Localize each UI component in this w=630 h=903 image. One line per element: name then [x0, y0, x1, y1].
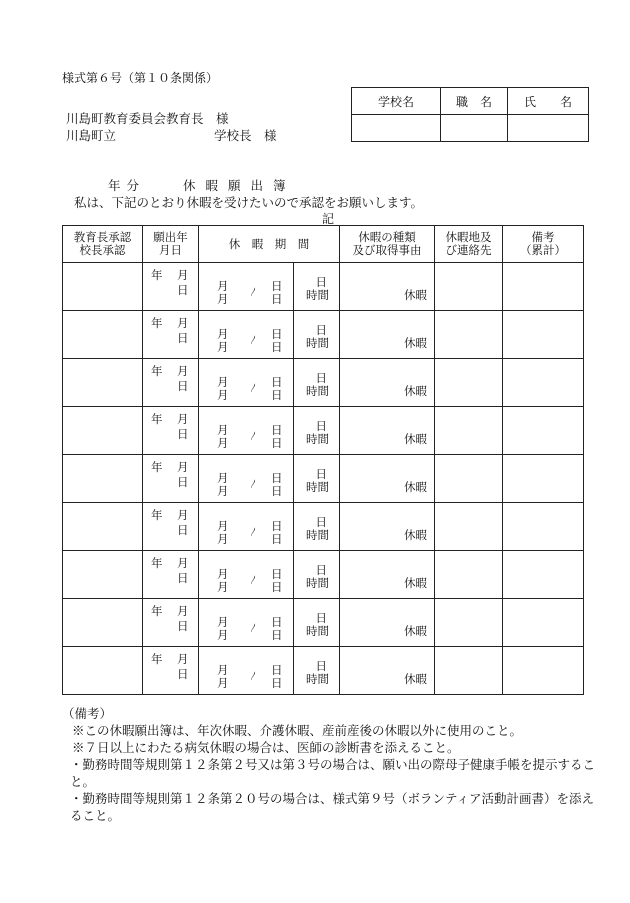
end-day-label: 日 [271, 580, 283, 594]
leave-location-cell[interactable] [435, 311, 503, 359]
end-month-label: 月 [217, 676, 229, 690]
notes-section [62, 705, 602, 824]
hours-label: 時間 [306, 336, 329, 350]
day-label: 日 [177, 283, 189, 297]
hours-label: 時間 [306, 528, 329, 542]
day-label: 日 [177, 331, 189, 345]
leave-kind-header-line1: 休暇の種類 [358, 230, 416, 244]
remarks-cell[interactable] [503, 647, 584, 695]
leave-period-header: 休 暇 期 間 [199, 226, 340, 263]
leave-label: 休暇 [404, 528, 427, 542]
start-day-label: 日 [271, 519, 283, 533]
table-row [63, 407, 584, 455]
request-date-cell[interactable] [143, 359, 199, 407]
note-item: ・勤務時間等規則第１２条第２号又は第３号の場合は、願い出の際母子健康手帳を提示すること。 [70, 757, 596, 789]
job-title-header: 職 名 [441, 88, 508, 115]
day-label: 日 [177, 619, 189, 633]
leave-label: 休暇 [404, 480, 427, 494]
start-day-label: 日 [271, 375, 283, 389]
leave-period-cell[interactable] [199, 263, 294, 311]
start-day-label: 日 [271, 423, 283, 437]
person-name-field[interactable] [508, 115, 589, 142]
end-month-label: 月 [217, 628, 229, 642]
days-label: 日 [315, 611, 327, 625]
remarks-cell[interactable] [503, 311, 584, 359]
table-row [63, 599, 584, 647]
remarks-cell[interactable] [503, 599, 584, 647]
approval-header-line2: 校長承認 [79, 243, 126, 257]
leave-period-cell[interactable] [199, 455, 294, 503]
end-month-label: 月 [217, 388, 229, 402]
range-tilde: 〳 [249, 384, 259, 394]
leave-period-cell[interactable] [199, 311, 294, 359]
start-month-label: 月 [217, 519, 229, 533]
year-label: 年 [151, 508, 163, 522]
hours-label: 時間 [306, 432, 329, 446]
leave-days-hours-cell[interactable] [294, 455, 340, 503]
end-month-label: 月 [217, 340, 229, 354]
leave-label: 休暇 [404, 672, 427, 686]
leave-location-cell[interactable] [435, 407, 503, 455]
approval-header-line1: 教育長承認 [73, 230, 132, 244]
leave-period-cell[interactable] [199, 503, 294, 551]
addressee-superintendent: 川島町教育委員会教育長 様 [66, 111, 229, 126]
month-label: 月 [177, 460, 189, 474]
hours-label: 時間 [306, 672, 329, 686]
hours-label: 時間 [306, 384, 329, 398]
day-label: 日 [177, 475, 189, 489]
table-row [63, 263, 584, 311]
range-tilde: 〳 [249, 480, 259, 490]
remarks-header-line1: 備考 [531, 230, 555, 244]
days-label: 日 [315, 323, 327, 337]
approval-cell[interactable] [63, 455, 143, 503]
end-day-label: 日 [271, 532, 283, 546]
leave-location-cell[interactable] [435, 647, 503, 695]
request-text: 私は、下記のとおり休暇を受けたいので承認をお願いします。 [74, 195, 424, 210]
leave-period-cell[interactable] [199, 359, 294, 407]
start-month-label: 月 [217, 375, 229, 389]
year-label: 年 [151, 604, 163, 618]
leave-days-hours-cell[interactable] [294, 599, 340, 647]
remarks-cell[interactable] [503, 551, 584, 599]
end-day-label: 日 [271, 676, 283, 690]
year-label: 年 [151, 268, 163, 282]
month-label: 月 [177, 652, 189, 666]
form-number: 様式第６号（第１０条関係） [62, 71, 219, 85]
table-row [63, 359, 584, 407]
leave-kind-cell[interactable] [340, 407, 435, 455]
start-month-label: 月 [217, 423, 229, 437]
year-label: 年 [151, 316, 163, 330]
leave-label: 休暇 [404, 432, 427, 446]
leave-label: 休暇 [404, 384, 427, 398]
leave-kind-cell[interactable] [340, 359, 435, 407]
end-day-label: 日 [271, 388, 283, 402]
leave-kind-header-line2: 及び取得事由 [352, 243, 422, 257]
leave-days-hours-cell[interactable] [294, 359, 340, 407]
note-item: ※７日以上にわたる病気休暇の場合は、医師の診断書を添えること。 [72, 740, 460, 755]
request-date-cell[interactable] [143, 407, 199, 455]
range-tilde: 〳 [249, 432, 259, 442]
remarks-header-line2: （累計） [520, 243, 566, 257]
request-date-cell[interactable] [143, 647, 199, 695]
hours-label: 時間 [306, 288, 329, 302]
leave-kind-cell[interactable] [340, 647, 435, 695]
range-tilde: 〳 [249, 624, 259, 634]
year-label: 年 [151, 652, 163, 666]
school-name-header: 学校名 [352, 88, 441, 115]
job-title-field[interactable] [441, 115, 508, 142]
approval-cell[interactable] [63, 599, 143, 647]
notes-heading: （備考） [62, 706, 113, 721]
start-month-label: 月 [217, 615, 229, 629]
leave-period-cell[interactable] [199, 551, 294, 599]
table-row [63, 311, 584, 359]
year-label: 年 [151, 556, 163, 570]
request-date-cell[interactable] [143, 455, 199, 503]
approval-cell[interactable] [63, 503, 143, 551]
range-tilde: 〳 [249, 288, 259, 298]
request-date-cell[interactable] [143, 263, 199, 311]
month-label: 月 [177, 412, 189, 426]
end-month-label: 月 [217, 484, 229, 498]
page-title [108, 176, 296, 194]
table-row [63, 503, 584, 551]
ki-label: 記 [322, 212, 335, 226]
day-label: 日 [177, 571, 189, 585]
start-month-label: 月 [217, 567, 229, 581]
leave-days-hours-cell[interactable] [294, 551, 340, 599]
end-month-label: 月 [217, 436, 229, 450]
days-label: 日 [315, 371, 327, 385]
month-label: 月 [177, 556, 189, 570]
remarks-cell[interactable] [503, 455, 584, 503]
days-label: 日 [315, 563, 327, 577]
hours-label: 時間 [306, 624, 329, 638]
month-label: 月 [177, 268, 189, 282]
request-date-header-line1: 願出年 [153, 230, 188, 244]
leave-location-header-line1: 休暇地及 [445, 230, 492, 244]
leave-kind-cell[interactable] [340, 599, 435, 647]
request-date-cell[interactable] [143, 503, 199, 551]
remarks-cell[interactable] [503, 263, 584, 311]
end-month-label: 月 [217, 532, 229, 546]
leave-period-cell[interactable] [199, 599, 294, 647]
staff-info-table [351, 87, 589, 142]
leave-request-table [62, 225, 584, 695]
end-day-label: 日 [271, 484, 283, 498]
leave-label: 休暇 [404, 624, 427, 638]
start-month-label: 月 [217, 279, 229, 293]
remarks-header [503, 226, 584, 263]
start-day-label: 日 [271, 615, 283, 629]
leave-days-hours-cell[interactable] [294, 311, 340, 359]
start-month-label: 月 [217, 327, 229, 341]
start-day-label: 日 [271, 567, 283, 581]
start-day-label: 日 [271, 327, 283, 341]
leave-days-hours-cell[interactable] [294, 647, 340, 695]
range-tilde: 〳 [249, 336, 259, 346]
leave-days-hours-cell[interactable] [294, 407, 340, 455]
addressee-principal [66, 126, 277, 144]
title-year-part: 年分 [108, 178, 146, 193]
leave-period-cell[interactable] [199, 407, 294, 455]
start-day-label: 日 [271, 471, 283, 485]
leave-location-header-line2: び連絡先 [445, 243, 492, 257]
end-day-label: 日 [271, 292, 283, 306]
end-month-label: 月 [217, 580, 229, 594]
request-date-header [143, 226, 199, 263]
year-label: 年 [151, 412, 163, 426]
day-label: 日 [177, 523, 189, 537]
leave-location-cell[interactable] [435, 359, 503, 407]
approval-header [63, 226, 143, 263]
leave-kind-cell[interactable] [340, 455, 435, 503]
start-day-label: 日 [271, 663, 283, 677]
days-label: 日 [315, 419, 327, 433]
table-row [63, 551, 584, 599]
request-date-cell[interactable] [143, 599, 199, 647]
start-month-label: 月 [217, 471, 229, 485]
hours-label: 時間 [306, 480, 329, 494]
year-label: 年 [151, 460, 163, 474]
title-main-part: 休暇願出簿 [183, 178, 296, 193]
note-item: ※この休暇願出簿は、年次休暇、介護休暇、産前産後の休暇以外に使用のこと。 [72, 723, 523, 738]
note-item: ・勤務時間等規則第１２条第２０号の場合は、様式第９号（ボランティア活動計画書）を添えること。 [70, 791, 595, 823]
leave-period-cell[interactable] [199, 647, 294, 695]
leave-label: 休暇 [404, 288, 427, 302]
day-label: 日 [177, 667, 189, 681]
hours-label: 時間 [306, 576, 329, 590]
end-month-label: 月 [217, 292, 229, 306]
end-day-label: 日 [271, 340, 283, 354]
approval-cell[interactable] [63, 263, 143, 311]
leave-kind-header [340, 226, 435, 263]
table-row [63, 647, 584, 695]
days-label: 日 [315, 659, 327, 673]
days-label: 日 [315, 275, 327, 289]
month-label: 月 [177, 508, 189, 522]
remarks-cell[interactable] [503, 407, 584, 455]
leave-location-cell[interactable] [435, 455, 503, 503]
day-label: 日 [177, 427, 189, 441]
approval-cell[interactable] [63, 551, 143, 599]
approval-cell[interactable] [63, 647, 143, 695]
leave-kind-cell[interactable] [340, 551, 435, 599]
approval-cell[interactable] [63, 359, 143, 407]
leave-location-cell[interactable] [435, 263, 503, 311]
leave-location-cell[interactable] [435, 599, 503, 647]
leave-kind-cell[interactable] [340, 263, 435, 311]
leave-location-cell[interactable] [435, 503, 503, 551]
request-date-cell[interactable] [143, 311, 199, 359]
leave-days-hours-cell[interactable] [294, 263, 340, 311]
leave-kind-cell[interactable] [340, 311, 435, 359]
leave-kind-cell[interactable] [340, 503, 435, 551]
range-tilde: 〳 [249, 528, 259, 538]
leave-location-cell[interactable] [435, 551, 503, 599]
leave-label: 休暇 [404, 576, 427, 590]
remarks-cell[interactable] [503, 503, 584, 551]
days-label: 日 [315, 467, 327, 481]
addressee-principal-title: 学校長 様 [214, 128, 277, 143]
request-date-header-line2: 月日 [159, 243, 182, 257]
leave-location-header [435, 226, 503, 263]
leave-days-hours-cell[interactable] [294, 503, 340, 551]
leave-label: 休暇 [404, 336, 427, 350]
remarks-cell[interactable] [503, 359, 584, 407]
approval-cell[interactable] [63, 407, 143, 455]
start-month-label: 月 [217, 663, 229, 677]
request-date-cell[interactable] [143, 551, 199, 599]
approval-cell[interactable] [63, 311, 143, 359]
range-tilde: 〳 [249, 672, 259, 682]
end-day-label: 日 [271, 436, 283, 450]
person-name-header: 氏 名 [508, 88, 589, 115]
month-label: 月 [177, 316, 189, 330]
school-name-field[interactable] [352, 115, 441, 142]
year-label: 年 [151, 364, 163, 378]
day-label: 日 [177, 379, 189, 393]
addressee-school-prefix: 川島町立 [66, 128, 117, 143]
month-label: 月 [177, 604, 189, 618]
range-tilde: 〳 [249, 576, 259, 586]
end-day-label: 日 [271, 628, 283, 642]
table-row [63, 455, 584, 503]
days-label: 日 [315, 515, 327, 529]
month-label: 月 [177, 364, 189, 378]
start-day-label: 日 [271, 279, 283, 293]
